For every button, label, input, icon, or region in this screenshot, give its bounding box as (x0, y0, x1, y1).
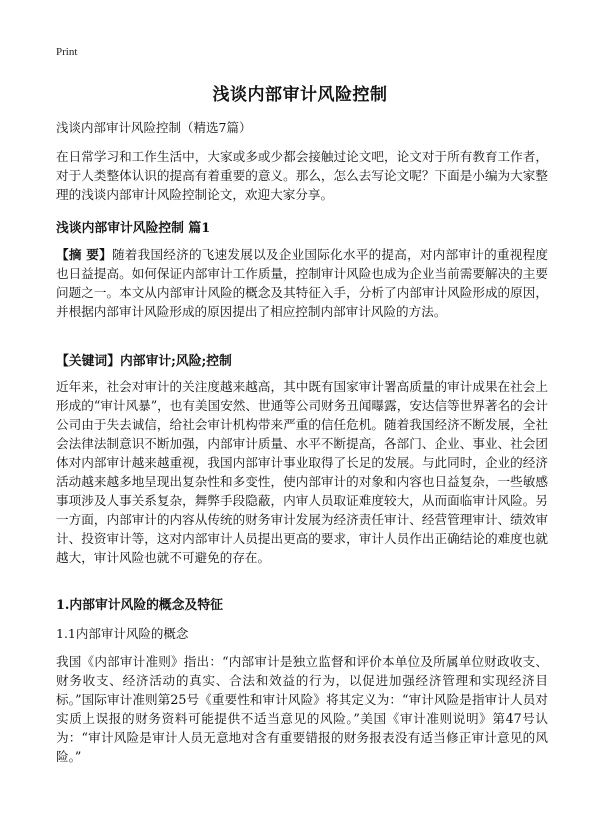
intro-paragraph: 在日常学习和工作生活中，大家或多或少都会接触过论文吧，论文对于所有教育工作者，对于人类整体认识的提高有着重要的意义。那么，怎么去写论文呢？下面是小编为大家整理的浅谈内部审计风险控制论文，欢迎大家分享。 (56, 149, 548, 202)
keywords-text: 内部审计;风险;控制 (119, 354, 232, 369)
keywords-line (56, 350, 232, 369)
body-paragraph: 近年来，社会对审计的关注度越来越高，其中既有国家审计署高质量的审计成果在社会上形成的“审计风暴”，也有美国安然、世通等公司财务丑闻曝露，安达信等世界著名的会计公司由于失去诚信，给社会审计机构带来严重的信任危机。随着我国经济不断发展，全社会法律法制意识不断加强，内部审计质量、水平不断提高，各部门、企业、事业、社会团体对内部审计越来越重视，我国内部审计事业取得了长足的发展。与此同时，企业的经济活动越来越多地呈现出复杂性和多变性，使内部审计的对象和内容也日益复杂，一些敏感事项涉及人事关系复杂，舞弊手段隐蔽，内审人员取证难度较大，从而面临审计风险。另一方面，内部审计的内容从传统的财务审计发展为经济责任审计、经营管理审计、绩效审计、投资审计等，这对内部审计人员提出更高的要求，审计人员作出正确结论的难度也就越大，审计风险也就不可避免的存在。 (56, 379, 548, 565)
abstract-paragraph (56, 245, 548, 321)
abstract-text: 随着我国经济的飞速发展以及企业国际化水平的提高，对内部审计的重视程度也日益提高。如何保证内部审计工作质量，控制审计风险也成为企业当前需要解决的主要问题之一。本文从内部审计风险的概念及其特征入手，分析了内部审计风险形成的原因，并根据内部审计风险形成的原因提出了相应控制内部审计风险的方法。 (56, 247, 548, 319)
section-heading: 浅谈内部审计风险控制 篇1 (56, 221, 211, 236)
document-subtitle: 浅谈内部审计风险控制（精选7篇） (56, 120, 252, 135)
keywords-label: 【关键词】 (56, 354, 120, 369)
heading-1-1: 1.1内部审计风险的概念 (56, 626, 189, 641)
page-title: 浅谈内部审计风险控制 (212, 85, 388, 105)
print-label: Print (56, 46, 78, 58)
heading-1: 1.内部审计风险的概念及特征 (56, 598, 223, 613)
definition-paragraph: 我国《内部审计准则》指出：“内部审计是独立监督和评价本单位及所属单位财政收支、财务收支、经济活动的真实、合法和效益的行为，以促进加强经济管理和实现经济目标。”国际审计准则第25号《重要性和审计风险》将其定义为：“审计风险是指审计人员对实质上误报的财务资料可能提供不适当意见的风险。”美国《审计准则说明》第47号认为：“审计风险是审计人员无意地对含有重要错报的财务报表没有适当修正审计意见的风险。” (56, 654, 548, 764)
abstract-label: 【摘 要】 (56, 247, 112, 262)
